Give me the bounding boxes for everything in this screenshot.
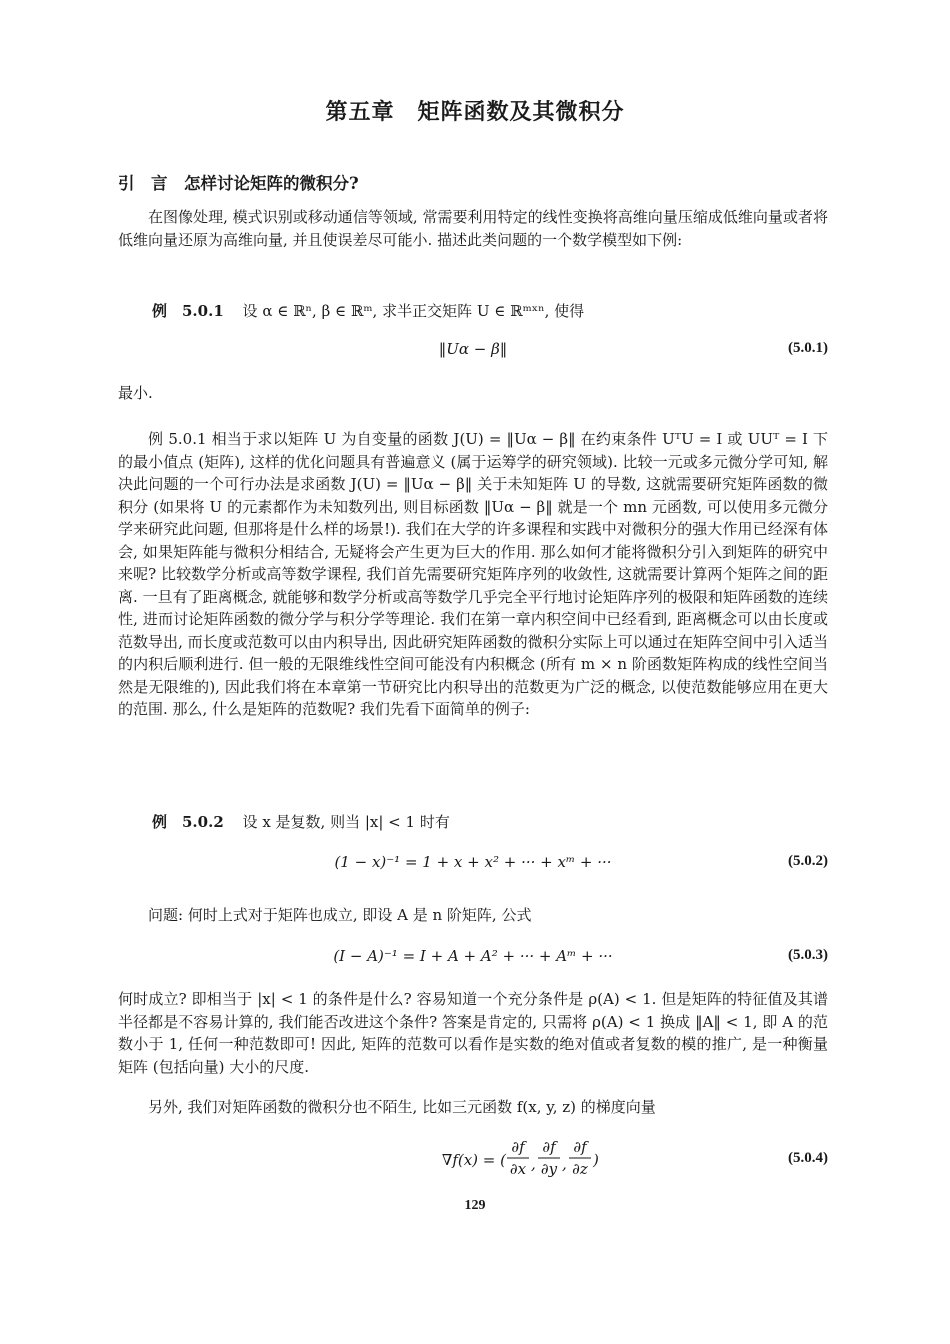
gradient-lhs: ∇f(x) = ( <box>441 1151 506 1169</box>
example-tail-text: 最小. <box>118 384 153 402</box>
partial-y-denominator: ∂y <box>540 1160 558 1178</box>
equation-expression: (I − A)⁻¹ = I + A + A² + ··· + Aᵐ + ··· <box>333 947 613 965</box>
partial-z-denominator: ∂z <box>572 1160 588 1178</box>
page-number: 129 <box>464 1198 486 1213</box>
partial-x-numerator: ∂f <box>511 1138 525 1156</box>
equation-expression: (1 − x)⁻¹ = 1 + x + x² + ··· + xᵐ + ··· <box>334 853 612 871</box>
example-5-0-2 <box>152 811 450 833</box>
equation-5-0-4 <box>118 1136 828 1184</box>
partial-x-denominator: ∂x <box>509 1160 527 1178</box>
partial-z-numerator: ∂f <box>573 1138 587 1156</box>
comma: , <box>562 1155 567 1173</box>
equation-expression: ‖Uα − β‖ <box>438 340 508 358</box>
gradient-rhs: ) <box>593 1151 599 1169</box>
equation-5-0-3 <box>118 947 828 971</box>
discussion-paragraph: 例 5.0.1 相当于求以矩阵 U 为自变量的函数 J(U) = ‖Uα − β‖ 在约束条件 UᵀU = I 或 UUᵀ = I 下的最小值点 (矩阵), 这样的优化问题具有普遍意义 (属于运筹学的研究领域). 比较一元或多元微分学可知, 解决此问题的一个可行办法是求函数 J(U) = ‖Uα − β‖ 关于未知矩阵 U 的导数, 这就需要研究矩阵函数的微积分 (如果将 U 的元素都作为未知数列出, 则目标函数 ‖Uα − β‖ 就是一个 mn 元函数, 可以使用多元微分学来研究此问题, 但那将是什么样的场景!). 我们在大学的许多课程和实践中对微积分的强大作用已经深有体会, 如果矩阵能与微积分相结合, 无疑将会产生更为巨大的作用. 那么如何才能将微积分引入到矩阵的研究中来呢? 比较数学分析或高等数学课程, 我们首先需要研究矩阵序列的收敛性, 这就需要计算两个矩阵之间的距离. 一旦有了距离概念, 就能够和数学分析或高等数学几乎完全平行地讨论矩阵序列的极限和矩阵函数的连续性, 进而讨论矩阵函数的微分学与积分学等理论. 我们在第一章内积空间中已经看到, 距离概念可以由长度或范数导出, 而长度或范数可以由内积导出, 因此研究矩阵函数的微积分实际上可以通过在矩阵空间中引入适当的内积后顺利进行. 但一般的无限维线性空间可能没有内积概念 (所有 m × n 阶函数矩阵构成的线性空间当然是无限维的), 因此我们将在本章第一节研究比内积导出的范数更为广泛的概念, 以使范数能够应用在更大的范围. 那么, 什么是矩阵的范数呢? 我们先看下面简单的例子: <box>118 430 828 718</box>
chapter-title: 第五章 矩阵函数及其微积分 <box>325 99 625 125</box>
gradient-formula <box>118 1136 828 1184</box>
example-text: 设 α ∈ ℝⁿ, β ∈ ℝᵐ, 求半正交矩阵 U ∈ ℝᵐˣⁿ, 使得 <box>242 302 585 320</box>
equation-number: (5.0.3) <box>788 947 828 963</box>
intro-paragraph: 在图像处理, 模式识别或移动通信等领域, 常需要利用特定的线性变换将高维向量压缩成低维向量或者将低维向量还原为高维向量, 并且使误差尽可能小. 描述此类问题的一个数学模型如下例: <box>118 208 828 249</box>
gradient-paragraph: 另外, 我们对矩阵函数的微积分也不陌生, 比如三元函数 f(x, y, z) 的梯度向量 <box>148 1098 656 1116</box>
comma: , <box>531 1155 536 1173</box>
equation-number: (5.0.2) <box>788 853 828 869</box>
equation-number: (5.0.4) <box>788 1150 828 1166</box>
example-label: 例 5.0.1 <box>152 302 224 320</box>
answer-paragraph: 何时成立? 即相当于 |x| < 1 的条件是什么? 容易知道一个充分条件是 ρ(A) < 1. 但是矩阵的特征值及其谱半径都是不容易计算的, 我们能否改进这个条件? 答案是肯定的, 只需将 ρ(A) < 1 换成 ‖A‖ < 1, 即 A 的范数小于 1, 任何一种范数即可! 因此, 矩阵的范数可以看作是实数的绝对值或者复数的模的推广, 是一种衡量矩阵 (包括向量) 大小的尺度. <box>118 990 828 1076</box>
example-text: 设 x 是复数, 则当 |x| < 1 时有 <box>242 813 450 831</box>
equation-5-0-1 <box>118 340 828 364</box>
example-5-0-1 <box>152 300 584 322</box>
partial-y-numerator: ∂f <box>542 1138 556 1156</box>
example-label: 例 5.0.2 <box>152 813 224 831</box>
equation-5-0-2 <box>118 853 828 877</box>
equation-number: (5.0.1) <box>788 340 828 356</box>
question-paragraph: 问题: 何时上式对于矩阵也成立, 即设 A 是 n 阶矩阵, 公式 <box>148 906 532 924</box>
section-title: 引 言 怎样讨论矩阵的微积分? <box>118 174 359 193</box>
